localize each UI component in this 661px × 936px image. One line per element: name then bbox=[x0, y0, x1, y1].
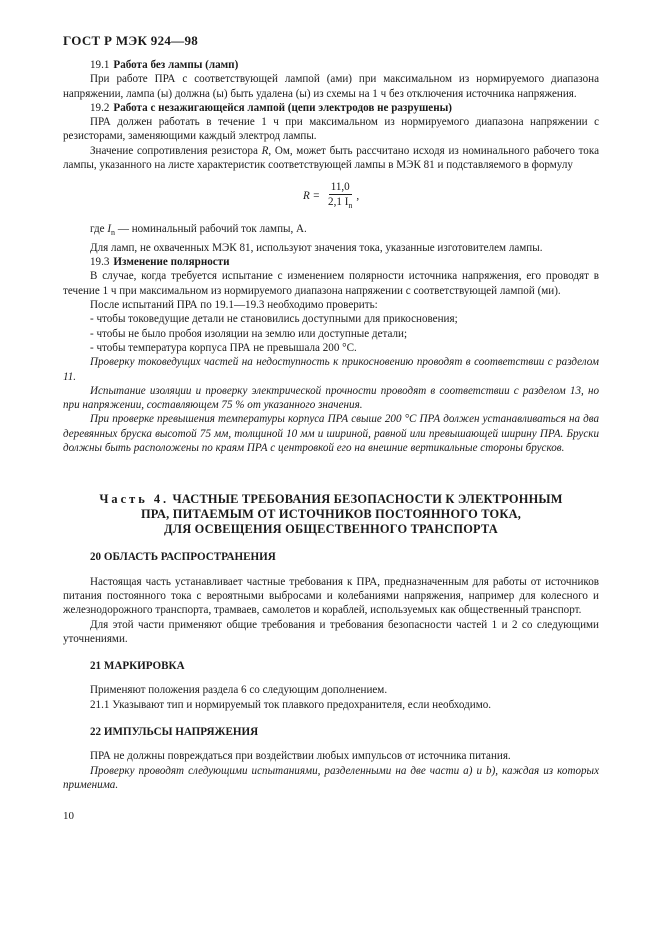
list-item: - чтобы не было пробоя изоляции на землю или доступные детали; bbox=[90, 327, 408, 340]
text-run: , Ом, может быть рассчитано исходя из номинального рабочего тока лампы, указанного на листе характеристик соответствующей лампы в МЭК 81 и подставляемого в формулу bbox=[63, 144, 599, 172]
part-title-line-2: ПРА, ПИТАЕМЫМ ОТ ИСТОЧНИКОВ ПОСТОЯННОГО ТОКА, bbox=[140, 507, 522, 522]
part-title-line-1: ЧАСТНЫЕ ТРЕБОВАНИЯ БЕЗОПАСНОСТИ К ЭЛЕКТРОННЫМ bbox=[172, 492, 563, 507]
section-21-heading: 21 МАРКИРОВКА bbox=[90, 660, 185, 673]
clause-number: 19.3 bbox=[90, 256, 110, 269]
paragraph: В случае, когда требуется испытание с изменением полярности источника напряжения, его проводят в течение 1 ч при максимальном из нормируемого диапазона напряжении с соответствующей лампой (ми). bbox=[63, 270, 599, 297]
paragraph: Применяют положения раздела 6 со следующим дополнением. bbox=[90, 684, 388, 697]
list-item: - чтобы температура корпуса ПРА не превышала 200 °С. bbox=[90, 341, 357, 354]
clause-title: Работа с незажигающейся лампой (цепи электродов не разрушены) bbox=[113, 101, 452, 114]
paragraph: ПРА должен работать в течение 1 ч при максимальном из нормируемого диапазона напряжении с резисторами, заменяющими каждый электрод лампы. bbox=[63, 116, 599, 143]
text-run: Значение сопротивления резистора bbox=[90, 144, 262, 157]
subscript: n bbox=[348, 200, 353, 210]
paragraph: Настоящая часть устанавливает частные требования к ПРА, предназначенным для работы от источников питания постоянного тока с вероятными выбросами и колебаниями напряжения, например для колесного и железнодорожного транспорта, трамваев, самолетов и кораблей, используемых как общественный транспорт. bbox=[63, 575, 599, 617]
clause-title: Работа без лампы (ламп) bbox=[113, 59, 239, 71]
formula bbox=[63, 180, 599, 212]
paragraph: Для этой части применяют общие требования и требования безопасности частей 1 и 2 со следующими уточнениями. bbox=[63, 618, 599, 645]
clause-title: Изменение полярности bbox=[113, 256, 230, 269]
paragraph: 21.1 Указывают тип и нормируемый ток плавкого предохранителя, если необходимо. bbox=[90, 698, 492, 711]
document-header: ГОСТ Р МЭК 924—98 bbox=[63, 33, 199, 48]
italic-note: Испытание изоляции и проверку электрической прочности проводят в соответствии с разделом 13, но при напряжении, составляющем 75 % от указанного значения. bbox=[63, 384, 599, 412]
part-4-heading bbox=[63, 492, 599, 537]
section-22-heading: 22 ИМПУЛЬСЫ НАПРЯЖЕНИЯ bbox=[90, 726, 259, 739]
text-run: где bbox=[90, 223, 108, 236]
formula-lhs: R = bbox=[303, 190, 321, 203]
clause-19-1-heading bbox=[63, 58, 599, 72]
formula-legend bbox=[63, 222, 599, 241]
part-title-line-3: ДЛЯ ОСВЕЩЕНИЯ ОБЩЕСТВЕННОГО ТРАНСПОРТА bbox=[164, 522, 498, 537]
clause-number: 19.2 bbox=[90, 101, 110, 114]
text-run: — номинальный рабочий ток лампы, А. bbox=[115, 223, 307, 236]
formula-fraction bbox=[326, 180, 354, 213]
page-number: 10 bbox=[63, 810, 74, 822]
clause-19-2-heading bbox=[63, 101, 599, 115]
italic-note: Проверку проводят следующими испытаниями, разделенными на две части а) и b), каждая из которых применима. bbox=[63, 764, 599, 791]
part-label: Часть 4. bbox=[99, 492, 170, 507]
italic-note: Проверку токоведущих частей на недоступность к прикосновению проводят в соответствии с разделом 11. bbox=[63, 356, 599, 383]
paragraph: ПРА не должны повреждаться при воздействии любых импульсов от источника питания. bbox=[90, 750, 511, 763]
section-20-heading: 20 ОБЛАСТЬ РАСПРОСТРАНЕНИЯ bbox=[90, 551, 276, 564]
paragraph: При работе ПРА с соответствующей лампой (ами) при максимальном из нормируемого диапазона напряжении, лампа (ы) должна (ы) быть удалена (ы) из схемы на 1 ч без отключения источника напряжения. bbox=[63, 73, 599, 100]
formula-numerator: 11,0 bbox=[330, 180, 350, 193]
subscript: n bbox=[111, 228, 116, 238]
paragraph: Для ламп, не охваченных МЭК 81, используют значения тока, указанные изготовителем лампы. bbox=[90, 241, 543, 254]
italic-note: При проверке превышения температуры корпуса ПРА свыше 200 °С ПРА должен устанавливаться на два деревянных бруска высотой 75 мм, толщиной 10 мм и шириной, равной или превышающей ширину ПРА. Бруски должны быть расположены по краям ПРА с центровкой его на внешние вертикальные стороны брусков. bbox=[63, 413, 599, 455]
formula-tail: , bbox=[356, 190, 360, 203]
clause-number: 19.1 bbox=[90, 59, 110, 71]
document-body bbox=[63, 58, 599, 792]
paragraph bbox=[63, 144, 599, 173]
paragraph: После испытаний ПРА по 19.1—19.3 необходимо проверить: bbox=[90, 299, 378, 312]
clause-19-3-heading bbox=[63, 255, 599, 269]
denominator-text: 2,1 I bbox=[328, 195, 349, 208]
variable: I bbox=[107, 223, 112, 236]
variable: R bbox=[261, 144, 269, 157]
formula-denominator bbox=[326, 195, 354, 213]
list-item: - чтобы токоведущие детали не становились доступными для прикосновения; bbox=[90, 313, 458, 326]
